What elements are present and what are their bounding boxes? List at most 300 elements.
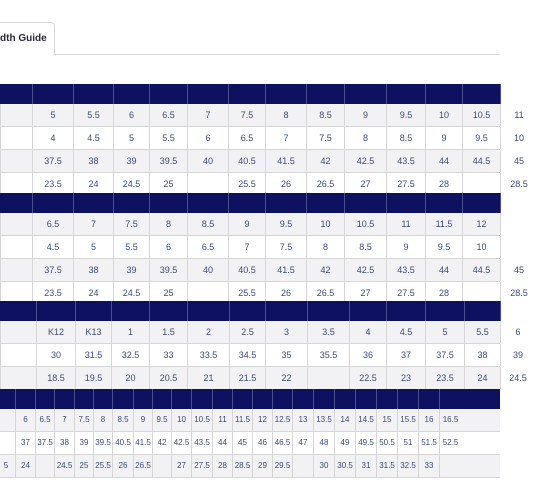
header-divider — [149, 301, 150, 321]
header-divider — [307, 301, 308, 321]
header-divider — [265, 301, 266, 321]
table-cell: 38 — [54, 432, 74, 454]
table-cell: 5.5 — [113, 236, 149, 258]
header-divider — [171, 389, 172, 409]
table-cell: 30.5 — [334, 455, 355, 477]
table-cell: 27.5 — [191, 455, 212, 477]
table-row — [0, 236, 500, 259]
table-cell: 31.5 — [376, 455, 397, 477]
table-cell: 12 — [252, 409, 272, 431]
table-cell: 7 — [228, 236, 265, 258]
table-cell: 6 — [15, 409, 35, 431]
table-cell: 25.5 — [93, 455, 112, 477]
table-cell: 5 — [425, 321, 464, 343]
table-cell: 11.5 — [425, 213, 462, 235]
table-cell: 8.5 — [386, 127, 425, 149]
table-cell: 52.5 — [439, 432, 461, 454]
table-cell: 26 — [265, 282, 306, 304]
table-cell: 6.5 — [35, 409, 54, 431]
table-cell: 10.5 — [344, 213, 386, 235]
table-cell: 16.5 — [439, 409, 461, 431]
table-cell: 7.5 — [228, 104, 265, 126]
table-cell: 50.5 — [376, 432, 397, 454]
table-cell — [0, 367, 36, 389]
header-divider — [187, 301, 188, 321]
table-row — [0, 150, 524, 173]
table-row — [0, 321, 521, 344]
table-cell: 28.5 — [500, 282, 537, 304]
table-cell: 30 — [36, 344, 75, 366]
table-cell: 48 — [313, 432, 334, 454]
table-cell: 12 — [462, 213, 500, 235]
table-cell: 19.5 — [75, 367, 111, 389]
table-cell: 37.5 — [35, 432, 54, 454]
header-divider — [187, 84, 188, 104]
table-cell: 28 — [425, 173, 462, 195]
table-cell: 40.5 — [228, 150, 265, 172]
header-divider — [191, 389, 192, 409]
table-cell: 8.5 — [344, 236, 386, 258]
table-cell: 24.5 — [113, 282, 149, 304]
table-cell: 38 — [73, 150, 113, 172]
table-cell: 1 — [111, 321, 149, 343]
table-cell: 9 — [386, 236, 425, 258]
table-row — [0, 432, 500, 455]
table-cell: 5 — [32, 104, 73, 126]
table-cell: 7.5 — [265, 236, 306, 258]
table-cell: 4 — [349, 321, 386, 343]
table-cell: 25 — [149, 173, 187, 195]
table-cell: 27.5 — [386, 173, 425, 195]
table-cell: 15 — [376, 409, 397, 431]
header-divider — [113, 84, 114, 104]
table-cell: 12.5 — [272, 409, 292, 431]
table-cell — [152, 455, 171, 477]
header-divider — [386, 301, 387, 321]
table-cell: 20 — [111, 367, 149, 389]
table-cell: 9.5 — [462, 127, 500, 149]
header-divider — [425, 193, 426, 213]
table-cell: 47 — [292, 432, 313, 454]
table-cell: 8.5 — [306, 104, 344, 126]
table-cell: 42.5 — [171, 432, 191, 454]
table-cell: 24.5 — [113, 173, 149, 195]
table-cell: 27 — [344, 282, 386, 304]
table-cell — [0, 321, 36, 343]
header-divider — [75, 301, 76, 321]
table-cell: 8 — [93, 409, 112, 431]
table-header-bar — [0, 193, 500, 213]
table-cell: 27.5 — [386, 282, 425, 304]
table-cell: 42 — [306, 259, 344, 281]
header-divider — [464, 301, 465, 321]
table-cell: 24 — [15, 455, 35, 477]
header-divider — [272, 389, 273, 409]
table-cell: 41.5 — [265, 259, 306, 281]
table-cell: 23.5 — [425, 367, 464, 389]
table-cell: 18.5 — [36, 367, 75, 389]
table-cell: 26 — [265, 173, 306, 195]
table-cell: 16 — [418, 409, 439, 431]
tab-divider — [55, 54, 500, 55]
size-table-1 — [0, 84, 528, 196]
table-cell: 9.5 — [386, 104, 425, 126]
table-cell: 24.5 — [54, 455, 74, 477]
table-cell: 11 — [500, 104, 537, 126]
table-cell: 42.5 — [344, 150, 386, 172]
table-cell: 9 — [228, 213, 265, 235]
table-cell: 49.5 — [355, 432, 376, 454]
table-cell: 11.5 — [232, 409, 252, 431]
header-divider — [111, 301, 112, 321]
header-divider — [93, 389, 94, 409]
header-divider — [113, 193, 114, 213]
table-cell: 37 — [386, 344, 425, 366]
table-cell: 7.5 — [113, 213, 149, 235]
table-cell: 8 — [306, 236, 344, 258]
table-cell: 6.5 — [149, 104, 187, 126]
table-cell: 29.5 — [272, 455, 292, 477]
table-cell: 2 — [187, 321, 229, 343]
table-cell: 25 — [74, 455, 93, 477]
table-row — [0, 127, 524, 150]
table-cell: 24 — [73, 173, 113, 195]
table-cell — [187, 173, 228, 195]
table-cell: 5.5 — [464, 321, 500, 343]
header-divider — [500, 301, 501, 321]
header-divider — [265, 193, 266, 213]
table-cell: 20.5 — [149, 367, 187, 389]
table-cell: 38 — [464, 344, 500, 366]
table-row — [0, 455, 500, 478]
table-cell — [0, 213, 32, 235]
table-cell: 7.5 — [74, 409, 93, 431]
table-cell — [0, 127, 32, 149]
header-divider — [500, 84, 501, 104]
header-divider — [229, 301, 230, 321]
table-row — [0, 213, 500, 236]
table-cell: 9 — [344, 104, 386, 126]
table-cell: 22 — [265, 367, 307, 389]
table-cell: 40 — [187, 150, 228, 172]
table-cell: 30 — [313, 455, 334, 477]
table-cell: 10.5 — [462, 104, 500, 126]
size-table-3 — [0, 301, 527, 390]
table-cell: 9.5 — [425, 236, 462, 258]
top-bar — [0, 0, 500, 56]
table-cell: 45 — [500, 259, 537, 281]
table-cell: 33.5 — [187, 344, 229, 366]
table-cell: 25.5 — [228, 173, 265, 195]
table-cell: 40.5 — [112, 432, 133, 454]
table-header-bar — [0, 389, 500, 409]
table-cell: 45 — [232, 432, 252, 454]
table-cell — [292, 455, 313, 477]
table-cell: 7 — [187, 104, 228, 126]
table-cell: 7.5 — [306, 127, 344, 149]
table-cell — [0, 150, 32, 172]
table-cell: 43.5 — [191, 432, 212, 454]
table-cell: 14 — [334, 409, 355, 431]
header-divider — [228, 193, 229, 213]
table-cell: 41.5 — [265, 150, 306, 172]
header-divider — [439, 389, 440, 409]
table-cell: 10 — [462, 236, 500, 258]
tab-width-guide[interactable] — [0, 22, 55, 55]
table-cell: 6 — [500, 321, 535, 343]
table-cell: 27 — [171, 455, 191, 477]
table-cell: 22.5 — [349, 367, 386, 389]
table-cell: 37 — [15, 432, 35, 454]
header-divider — [344, 193, 345, 213]
table-cell: 28.5 — [500, 173, 537, 195]
table-cell: 36 — [349, 344, 386, 366]
table-cell: 6.5 — [228, 127, 265, 149]
table-cell — [0, 173, 32, 195]
table-cell: 10 — [500, 127, 537, 149]
header-divider — [112, 389, 113, 409]
table-cell: 3.5 — [307, 321, 349, 343]
table-cell: 2.5 — [229, 321, 265, 343]
table-cell: 33 — [149, 344, 187, 366]
table-cell: 42 — [306, 150, 344, 172]
header-divider — [54, 389, 55, 409]
table-cell: 35.5 — [307, 344, 349, 366]
table-cell: 37.5 — [32, 259, 73, 281]
header-divider — [500, 193, 501, 213]
table-cell: 8.5 — [112, 409, 133, 431]
size-table-2 — [0, 193, 528, 305]
header-divider — [149, 193, 150, 213]
table-cell: 44 — [212, 432, 232, 454]
tab-label: dth Guide — [0, 33, 47, 44]
table-cell: 10.5 — [191, 409, 212, 431]
table-row — [0, 259, 524, 282]
table-cell: 4.5 — [32, 236, 73, 258]
table-cell: 43.5 — [386, 150, 425, 172]
header-divider — [292, 389, 293, 409]
table-cell: 45 — [500, 150, 537, 172]
table-row — [0, 367, 527, 390]
header-divider — [133, 389, 134, 409]
table-cell: 27 — [344, 173, 386, 195]
header-divider — [349, 301, 350, 321]
header-divider — [252, 389, 253, 409]
table-cell: 15.5 — [397, 409, 418, 431]
header-divider — [355, 389, 356, 409]
table-cell: 23 — [386, 367, 425, 389]
table-cell: 23.5 — [32, 282, 73, 304]
table-cell: 41.5 — [133, 432, 152, 454]
header-divider — [462, 193, 463, 213]
table-cell: 8 — [265, 104, 306, 126]
table-cell: 32.5 — [397, 455, 418, 477]
table-cell: 44 — [425, 259, 462, 281]
header-divider — [397, 389, 398, 409]
table-cell: 39.5 — [93, 432, 112, 454]
table-cell: 5.5 — [73, 104, 113, 126]
table-cell: 51.5 — [418, 432, 439, 454]
header-divider — [313, 389, 314, 409]
table-cell: 25.5 — [228, 282, 265, 304]
table-cell: 39.5 — [149, 259, 187, 281]
table-cell — [0, 236, 32, 258]
table-cell: 6.5 — [187, 236, 228, 258]
table-header-bar — [0, 84, 500, 104]
table-cell: 4.5 — [73, 127, 113, 149]
table-cell: 44.5 — [462, 259, 500, 281]
table-cell: 35 — [265, 344, 307, 366]
table-cell: 5.5 — [149, 127, 187, 149]
header-divider — [425, 301, 426, 321]
table-cell: 26.5 — [306, 282, 344, 304]
table-cell: 14.5 — [355, 409, 376, 431]
table-cell — [500, 236, 537, 258]
table-cell: 4.5 — [386, 321, 425, 343]
table-cell: 43.5 — [386, 259, 425, 281]
table-cell: 40 — [187, 259, 228, 281]
size-table-4 — [0, 389, 500, 478]
header-divider — [32, 84, 33, 104]
table-cell: 40.5 — [228, 259, 265, 281]
table-cell: 39.5 — [149, 150, 187, 172]
table-cell: 34.5 — [229, 344, 265, 366]
table-cell — [35, 455, 54, 477]
header-divider — [306, 193, 307, 213]
table-cell: 51 — [397, 432, 418, 454]
table-cell: K12 — [36, 321, 75, 343]
table-cell: 24 — [73, 282, 113, 304]
table-cell — [0, 344, 36, 366]
table-cell — [0, 409, 15, 431]
table-cell: 10 — [425, 104, 462, 126]
header-divider — [386, 84, 387, 104]
table-cell: 5 — [113, 127, 149, 149]
header-divider — [187, 193, 188, 213]
table-cell — [0, 432, 15, 454]
table-cell — [0, 259, 32, 281]
table-cell: 10 — [306, 213, 344, 235]
table-row — [0, 344, 523, 367]
table-cell: 46.5 — [272, 432, 292, 454]
table-cell: 25 — [149, 282, 187, 304]
table-cell: 39 — [113, 150, 149, 172]
table-cell: 31.5 — [75, 344, 111, 366]
table-cell: 5 — [0, 455, 15, 477]
table-cell: 6 — [113, 104, 149, 126]
table-cell: 10 — [171, 409, 191, 431]
header-divider — [212, 389, 213, 409]
table-row — [0, 409, 500, 432]
header-divider — [152, 389, 153, 409]
table-cell: 8.5 — [187, 213, 228, 235]
table-row — [0, 104, 524, 127]
header-divider — [35, 389, 36, 409]
table-cell: 11 — [212, 409, 232, 431]
table-cell: 1.5 — [149, 321, 187, 343]
table-cell: 24.5 — [500, 367, 535, 389]
table-cell: 39 — [113, 259, 149, 281]
header-divider — [344, 84, 345, 104]
table-cell: 13.5 — [313, 409, 334, 431]
table-cell — [0, 104, 32, 126]
table-cell — [500, 213, 537, 235]
header-divider — [149, 84, 150, 104]
header-divider — [425, 84, 426, 104]
table-cell: 11 — [386, 213, 425, 235]
table-cell: 39 — [74, 432, 93, 454]
table-cell: 9.5 — [265, 213, 306, 235]
header-divider — [376, 389, 377, 409]
header-divider — [232, 389, 233, 409]
header-divider — [15, 389, 16, 409]
table-cell: 7 — [73, 213, 113, 235]
table-cell: 21.5 — [229, 367, 265, 389]
table-cell: 42.5 — [344, 259, 386, 281]
table-cell: 9 — [425, 127, 462, 149]
table-cell: 3 — [265, 321, 307, 343]
table-cell: 6 — [187, 127, 228, 149]
table-cell: 6.5 — [32, 213, 73, 235]
table-cell: 37.5 — [425, 344, 464, 366]
header-divider — [32, 193, 33, 213]
table-cell — [439, 455, 461, 477]
table-cell: 37.5 — [32, 150, 73, 172]
table-cell: 9.5 — [152, 409, 171, 431]
table-cell: 23.5 — [32, 173, 73, 195]
table-header-bar — [0, 301, 500, 321]
table-cell: 49 — [334, 432, 355, 454]
header-divider — [334, 389, 335, 409]
table-cell: 8 — [149, 213, 187, 235]
table-cell: 26 — [112, 455, 133, 477]
table-cell: 8 — [344, 127, 386, 149]
table-cell: 6 — [149, 236, 187, 258]
header-divider — [386, 193, 387, 213]
table-cell: 9 — [133, 409, 152, 431]
table-cell: 28.5 — [232, 455, 252, 477]
table-cell: 44 — [425, 150, 462, 172]
table-cell: 46 — [252, 432, 272, 454]
table-cell: 33 — [418, 455, 439, 477]
table-cell — [307, 367, 349, 389]
header-divider — [36, 301, 37, 321]
table-cell: 24 — [464, 367, 500, 389]
table-cell: 42 — [152, 432, 171, 454]
header-divider — [73, 193, 74, 213]
header-divider — [462, 84, 463, 104]
table-cell: 38 — [73, 259, 113, 281]
table-cell: 4 — [32, 127, 73, 149]
table-cell: 31 — [355, 455, 376, 477]
table-cell: 21 — [187, 367, 229, 389]
table-cell: 7 — [54, 409, 74, 431]
header-divider — [306, 84, 307, 104]
table-cell: K13 — [75, 321, 111, 343]
table-cell: 7 — [265, 127, 306, 149]
header-divider — [73, 84, 74, 104]
table-cell: 28 — [212, 455, 232, 477]
table-cell: 13 — [292, 409, 313, 431]
header-divider — [228, 84, 229, 104]
header-divider — [265, 84, 266, 104]
table-cell: 26.5 — [133, 455, 152, 477]
header-divider — [418, 389, 419, 409]
table-cell: 5 — [73, 236, 113, 258]
table-cell: 26.5 — [306, 173, 344, 195]
table-cell: 28 — [425, 282, 462, 304]
table-cell: 29 — [252, 455, 272, 477]
